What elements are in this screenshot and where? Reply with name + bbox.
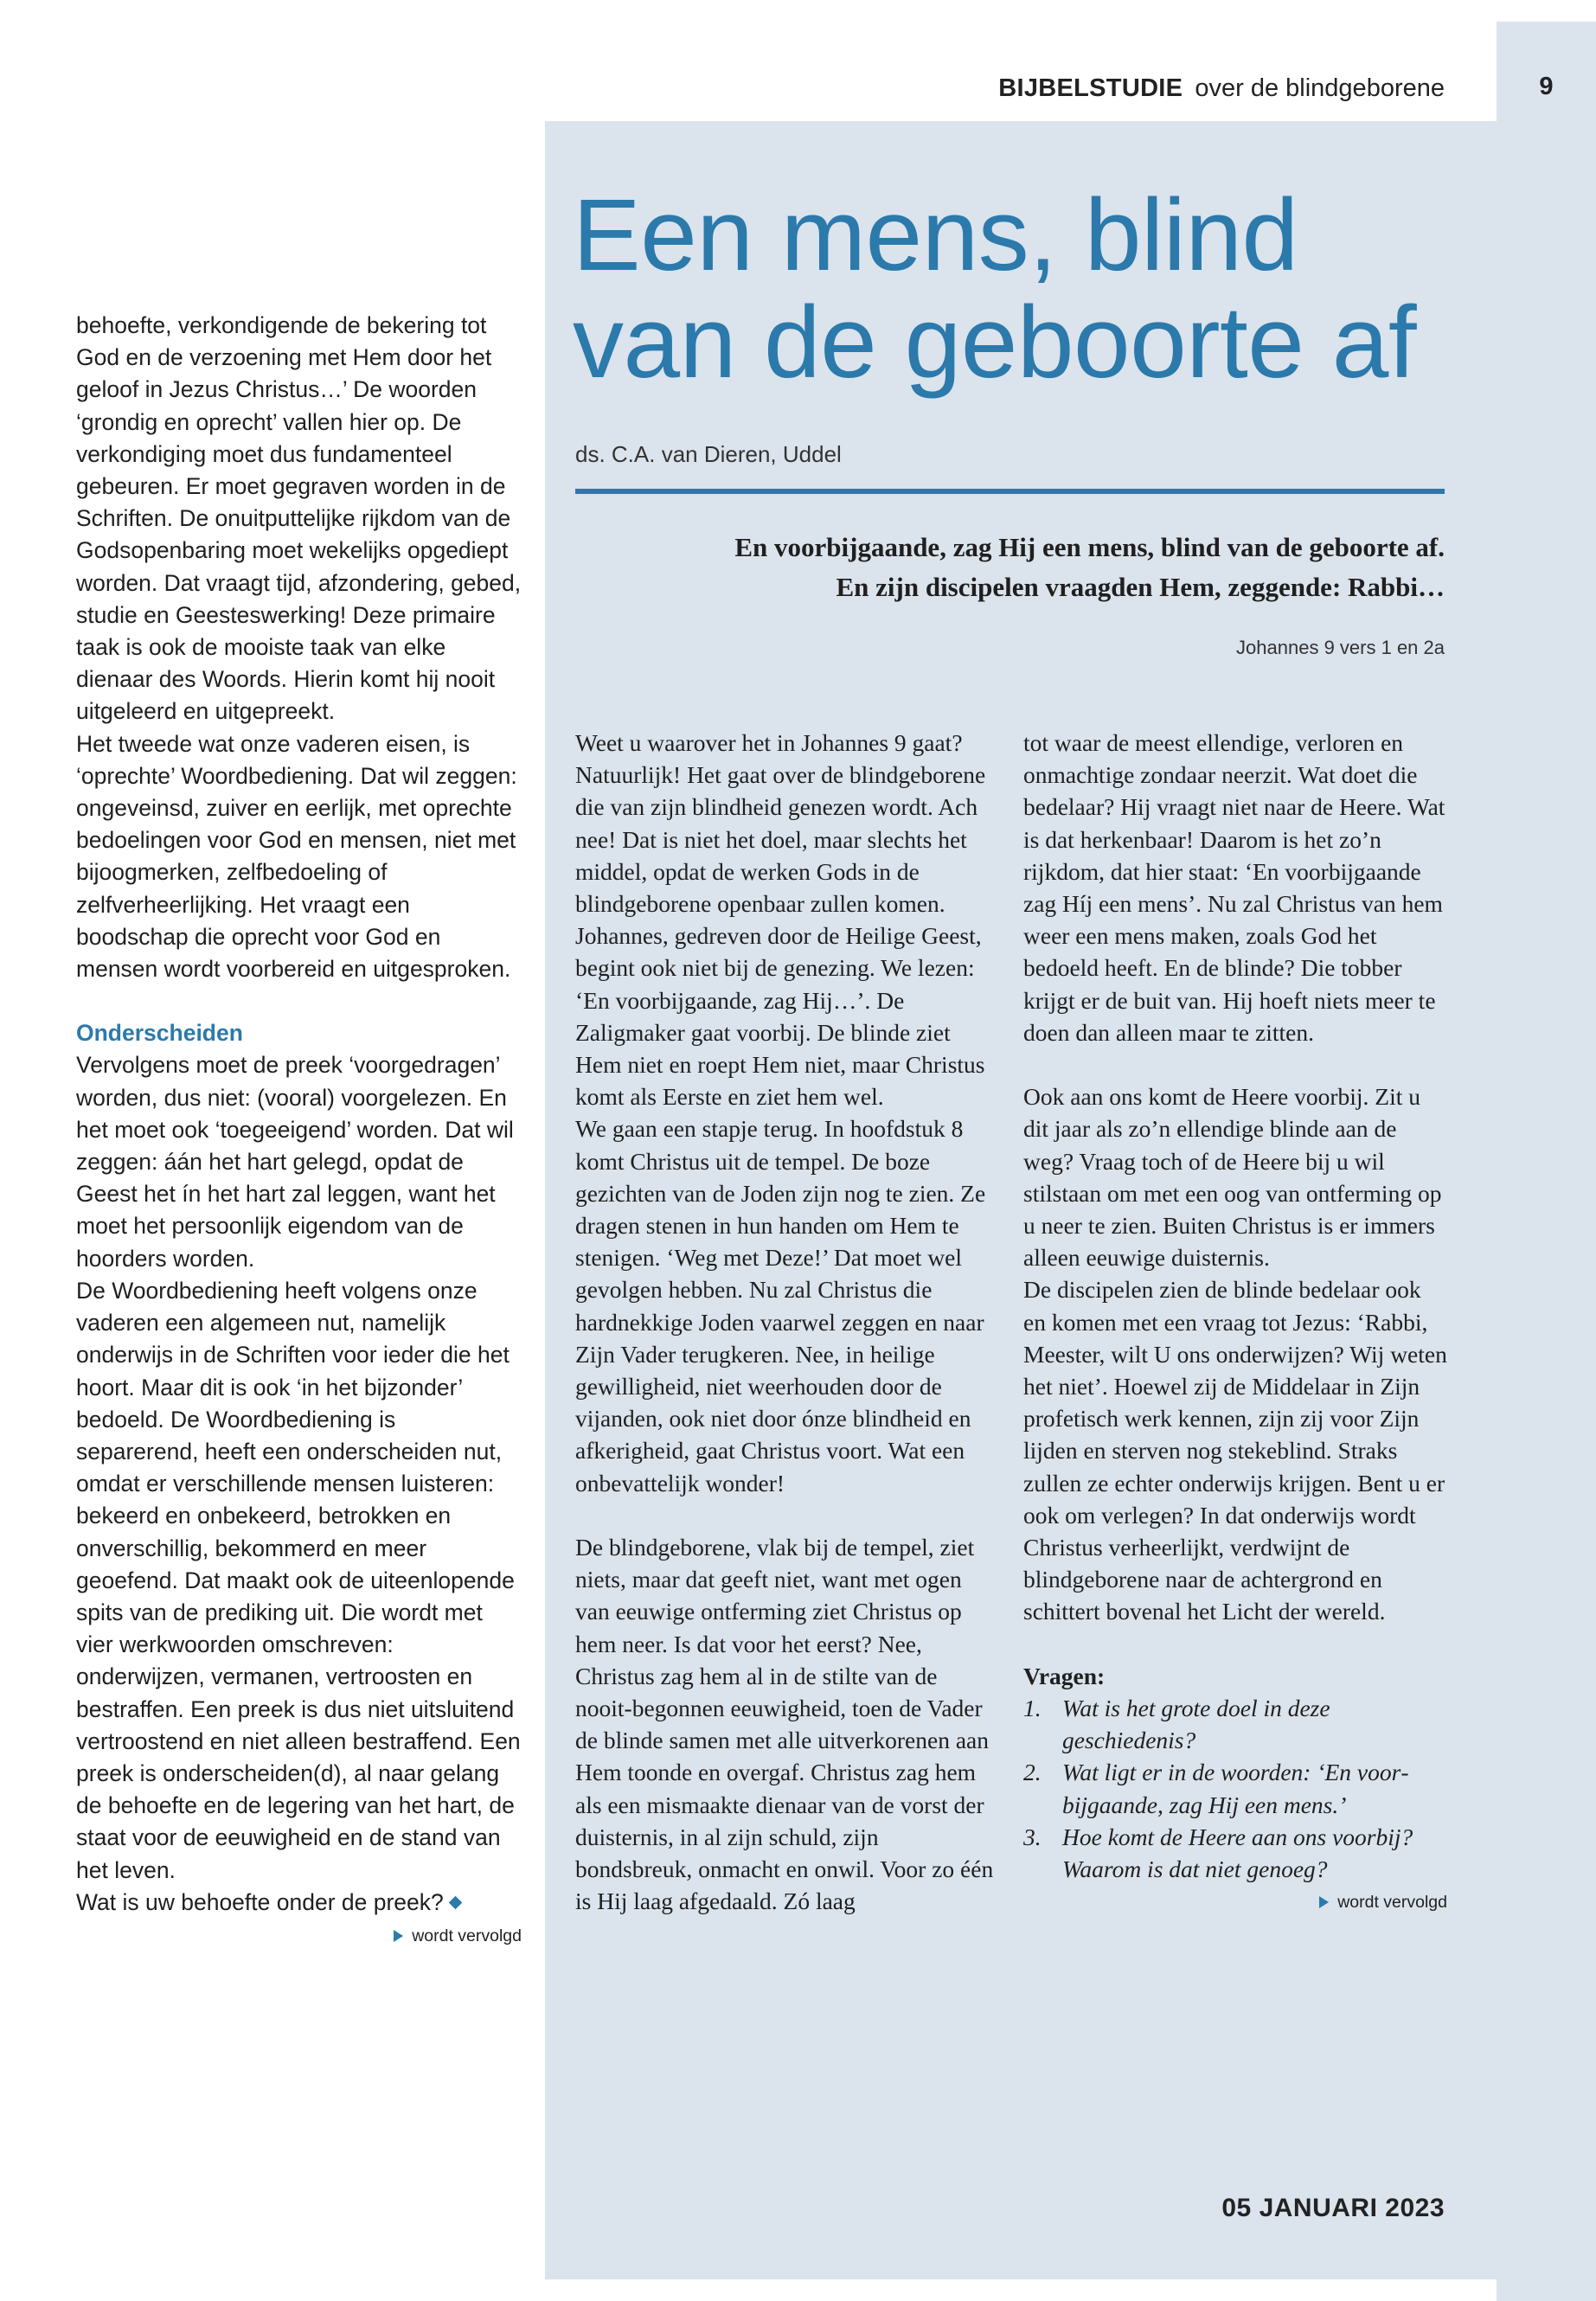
question-item bbox=[1023, 1821, 1447, 1885]
paragraph: behoefte, verkondigende de bekering tot God en de verzoening met Hem door het geloof in Jezus Christus…’ De woorden ‘grondig en oprecht’ vallen hier op. De verkondiging moet dus fundamenteel gebeuren. Er moet gegraven worden in de Schriften. De onuitputtelijke rijkdom van de Godsopenbaring moet wekelijks opgediept worden. Dat vraagt tijd, afzondering, gebed, studie en Geesteswerking! Deze primaire taak is ook de mooiste taak van elke dienaar des Woords. Hierin komt hij nooit uitgeleerd en uitgepreekt. bbox=[76, 312, 522, 725]
continued-note bbox=[1023, 1890, 1447, 1914]
quote-line-1: En voorbijgaande, zag Hij een mens, blind van de geboorte af. bbox=[734, 532, 1445, 562]
questions-heading: Vragen: bbox=[1023, 1662, 1106, 1689]
continued-label: wordt vervolgd bbox=[1337, 1893, 1447, 1913]
author-byline: ds. C.A. van Dieren, Uddel bbox=[575, 441, 842, 467]
scripture-quote bbox=[575, 528, 1445, 607]
question-text: Wat is het grote doel in deze geschiedenis? bbox=[1062, 1695, 1330, 1754]
paragraph: We gaan een stapje terug. In hoofdstuk 8 komt Christus uit de tempel. De boze gezichten van de Joden zijn nog te zien. Ze dragen stenen in hun handen om Hem te stenigen. ‘Weg met Deze!’ Dat moet wel gevolgen hebben. Nu zal Christus die hardnekkige Joden vaarwel zeggen en naar Zijn Vader terugkeren. Nee, in heilige gewilligheid, niet weerhouden door de vijanden, ook niet door ónze blindheid en afkerigheid, gaat Christus voort. Wat een onbevattelijk wonder! bbox=[575, 1115, 986, 1497]
paragraph: tot waar de meest ellendige, verloren en onmachtige zondaar neerzit. Wat doet die bedelaar? Hij vraagt niet naar de Heere. Wat is dat herkenbaar! Daarom is het zo’n rijkdom, dat hier staat: ‘En voorbijgaande zag Híj een mens’. Nu zal Christus van hem weer een mens maken, zoals God het bedoeld heeft. En de blinde? Die tobber krijgt er de buit van. Hij hoeft niets meer te doen dan alleen maar te zitten. bbox=[1023, 729, 1445, 1046]
paragraph: De blindgeborene, vlak bij de tempel, ziet niets, maar dat geeft niet, want met ogen van eeuwige ontferming ziet Christus op hem neer. Is dat voor het eerst? Nee, Christus zag hem al in de stilte van de nooit-begonnen eeuwigheid, toen de Vader de blinde samen met alle uitverkorenen aan Hem toonde en overgaf. Christus zag hem als een mismaakte dienaar van de vorst der duisternis, in al zijn schuld, zijn bondsbreuk, onmacht en onwil. Voor zo één is Hij laag afgedaald. Zó laag bbox=[575, 1534, 994, 1915]
question-number: 1. bbox=[1023, 1695, 1042, 1722]
paragraph: Weet u waarover het in Johannes 9 gaat? Natuurlijk! Het gaat over de blindgeborene die van zijn blindheid genezen wordt. Ach nee! Dat is niet het doel, maar slechts het middel, opdat de werken Gods in de blindgeborene openbaar zullen komen. Johannes, gedreven door de Heilige Geest, begint ook niet bij de genezing. We lezen: ‘En voorbijgaande, zag Hij…’. De Zaligmaker gaat voorbij. De blinde ziet Hem niet en roept Hem niet, maar Christus komt als Eerste en ziet hem wel. bbox=[575, 729, 986, 1111]
quote-line-2: En zijn discipelen vraagden Hem, zeggende: Rabbi… bbox=[836, 572, 1445, 602]
middle-column bbox=[575, 727, 999, 1918]
running-header bbox=[998, 74, 1445, 103]
end-mark-icon bbox=[448, 1895, 462, 1909]
right-column bbox=[1023, 727, 1447, 1914]
question-number: 2. bbox=[1023, 1759, 1042, 1786]
issue-date: 05 JANUARI 2023 bbox=[1221, 2194, 1445, 2222]
question-text: Wat ligt er in de woorden: ‘En voorbijgaande, zag Hij een mens.’ bbox=[1062, 1759, 1409, 1818]
question-item bbox=[1023, 1756, 1447, 1820]
question-text: Hoe komt de Heere aan ons voorbij? Waarom is dat niet genoeg? bbox=[1062, 1823, 1413, 1883]
paragraph-end bbox=[76, 1887, 522, 1919]
page-number-tab bbox=[1497, 22, 1596, 2301]
title-line-2: van de geboorte af bbox=[573, 285, 1417, 400]
article-title bbox=[573, 178, 1472, 400]
left-column bbox=[76, 310, 522, 1948]
question-number: 3. bbox=[1023, 1823, 1042, 1850]
section-subtitle: over de blindgeborene bbox=[1195, 74, 1445, 102]
paragraph: Vervolgens moet de preek ‘voorgedragen’ worden, dus niet: (vooral) voorgelezen. En het moet ook ‘toegeeigend’ worden. Dat wil zeggen: áán het hart gelegd, opdat de Geest het ín het hart zal leggen, want het moet het persoonlijk eigendom van de hoorders worden. bbox=[76, 1052, 514, 1272]
closing-question: Wat is uw behoefte onder de preek? bbox=[76, 1888, 444, 1915]
question-item bbox=[1023, 1692, 1447, 1756]
continued-note bbox=[76, 1924, 522, 1948]
continued-label: wordt vervolgd bbox=[412, 1926, 522, 1945]
arrow-right-icon bbox=[1319, 1896, 1329, 1908]
paragraph: Ook aan ons komt de Heere voorbij. Zit u dit jaar als zo’n ellendige blinde aan de weg? Vraag toch of de Heere bij u wil stilstaan om met een oog van ontferming op u neer te zien. Buiten Christus is er immers alleen eeuwige duisternis. bbox=[1023, 1083, 1442, 1272]
title-line-1: Een mens, blind bbox=[573, 178, 1298, 292]
section-label: BIJBELSTUDIE bbox=[998, 74, 1183, 102]
paragraph: De Woordbediening heeft volgens onze vaderen een algemeen nut, namelijk onderwijs in de Schriften voor ieder die het hoort. Maar dit is ook ‘in het bijzonder’ bedoeld. De Woordbediening is separerend, heeft een onderscheiden nut, omdat er verschillende mensen luisteren: bekeerd en onbekeerd, betrokken en onverschillig, bekommerd en meer geoefend. Dat maakt ook de uiteenlopende spits van de prediking uit. Die wordt met vier werkwoorden omschreven: onderwijzen, vermanen, vertroosten en bestraffen. Een preek is dus niet uitsluitend vertroostend en niet alleen bestraffend. Een preek is onderscheiden(d), al naar gelang de behoefte en de legering van het hart, de staat voor de eeuwigheid en de stand van het leven. bbox=[76, 1277, 521, 1883]
scripture-reference: Johannes 9 vers 1 en 2a bbox=[1236, 637, 1445, 658]
subheading: Onderscheiden bbox=[76, 1020, 243, 1047]
questions-list bbox=[1023, 1692, 1447, 1885]
page-number: 9 bbox=[1539, 73, 1554, 100]
paragraph: De discipelen zien de blinde bedelaar ook en komen met een vraag tot Jezus: ‘Rabbi, Meester, wilt U ons onderwijzen? Wij weten het niet’. Hoewel zij de Middelaar in Zijn profetisch werk kennen, zijn zij voor Zijn lijden en sterven nog stekeblind. Straks zullen ze echter onderwijs krijgen. Bent u er ook om verlegen? In dat onderwijs wordt Christus verheerlijkt, verdwijnt de blindgeborene naar de achtergrond en schittert bovenal het Licht der wereld. bbox=[1023, 1276, 1447, 1625]
paragraph: Het tweede wat onze vaderen eisen, is ‘oprechte’ Woordbediening. Dat wil zeggen: ongeveinsd, zuiver en eerlijk, met oprechte bedoelingen voor God en mensen, niet met bijoogmerken, zelfbedoeling of zelfverheerlijking. Het vraagt een boodschap die oprecht voor God en mensen wordt voorbereid en uitgesproken. bbox=[76, 730, 517, 983]
arrow-right-icon bbox=[394, 1930, 403, 1942]
title-divider bbox=[575, 489, 1445, 494]
